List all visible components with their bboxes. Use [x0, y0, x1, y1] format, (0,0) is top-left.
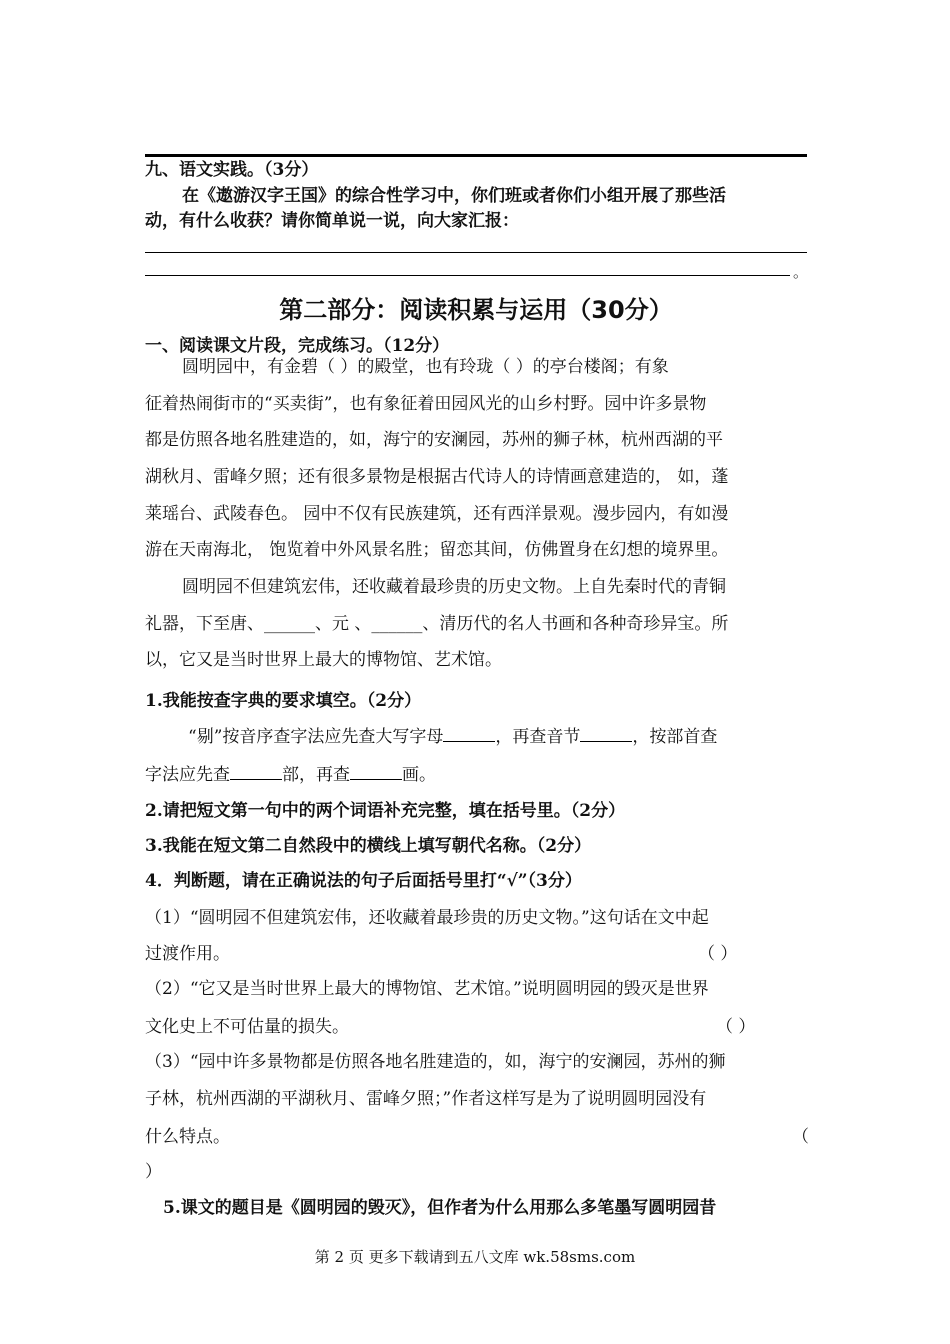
page-footer: 第 2 页 更多下载请到五八文库 wk.58sms.com: [314, 1248, 636, 1266]
question-3: 3.我能在短文第二自然段中的横线上填写朝代名称。（2分）: [145, 836, 592, 856]
question-1-heading: 1.我能按查字典的要求填空。（2分）: [145, 691, 422, 711]
question-5: 5.课文的题目是《圆明园的毁灭》，但作者为什么用那么多笔墨写圆明园昔: [163, 1198, 717, 1218]
question-2: 2.请把短文第一句中的两个词语补充完整，填在括号里。（2分）: [145, 801, 626, 821]
syllable-blank[interactable]: [580, 723, 632, 742]
judgement-1-line2: 过渡作用。: [145, 944, 230, 964]
section9-prompt-line2: 动，有什么收获？请你简单说一说，向大家汇报：: [145, 211, 519, 231]
part2-title: 第二部分：阅读积累与运用（30分）: [279, 296, 673, 324]
judgement-3-line1: （3）“园中许多景物都是仿照各地名胜建造的，如，海宁的安澜园，苏州的狮: [145, 1052, 726, 1072]
judgement-2-answer-paren[interactable]: （ ）: [716, 1017, 756, 1037]
q1-text-e: 部，再查: [282, 765, 350, 785]
section9-heading: 九、语文实践。（3分）: [145, 160, 319, 180]
passage-line: 圆明园中，有金碧（ ）的殿堂，也有玲珑（ ）的亭台楼阁；有象: [182, 357, 669, 377]
judgement-3-paren-close[interactable]: ）: [145, 1162, 162, 1182]
answer-end-mark: 。: [793, 263, 809, 281]
answer-line-2: [145, 275, 790, 276]
passage-line: 游在天南海北， 饱览着中外风景名胜；留恋其间，仿佛置身在幻想的境界里。: [145, 540, 729, 561]
passage-line: 莱瑶台、武陵春色。 园中不仅有民族建筑，还有西洋景观。漫步园内，有如漫: [145, 503, 729, 524]
judgement-3-paren-open[interactable]: （: [792, 1127, 809, 1147]
answer-line-1: [145, 252, 807, 253]
judgement-1-line1: （1）“圆明园不但建筑宏伟，还收藏着最珍贵的历史文物。”这句话在文中起: [145, 908, 709, 928]
passage-line: 礼器，下至唐、______、元 、______、清历代的名人书画和各种奇珍异宝。所: [145, 613, 729, 634]
passage-line: 圆明园不但建筑宏伟，还收藏着最珍贵的历史文物。上自先秦时代的青铜: [182, 577, 726, 597]
judgement-3-line3: 什么特点。: [145, 1127, 230, 1147]
passage-line: 以，它又是当时世界上最大的博物馆、艺术馆。: [145, 650, 502, 671]
judgement-2-line2: 文化史上不可估量的损失。: [145, 1017, 349, 1037]
passage-paragraph-2: [145, 569, 807, 679]
question-4: 4．判断题，请在正确说法的句子后面括号里打“√”（3分）: [145, 871, 582, 891]
radical-blank[interactable]: [230, 761, 282, 780]
q1-text-b: ，再查音节: [495, 727, 581, 747]
section9-prompt-line1: 在《遨游汉字王国》的综合性学习中，你们班或者你们小组开展了那些活: [182, 186, 726, 206]
judgement-1-answer-paren[interactable]: （ ）: [698, 944, 738, 964]
passage-line: 都是仿照各地名胜建造的，如，海宁的安澜园，苏州的狮子林，杭州西湖的平: [145, 430, 723, 451]
passage-line: 征着热闹街市的“买卖街”，也有象征着田园风光的山乡村野。园中许多景物: [145, 393, 707, 414]
reading-heading: 一、阅读课文片段，完成练习。（12分）: [145, 336, 450, 356]
passage-paragraph-1: [145, 349, 807, 569]
top-rule: [145, 154, 807, 157]
question-1-line1: [188, 722, 717, 747]
q1-text-c: ，按部首查: [632, 727, 718, 747]
letter-blank[interactable]: [443, 723, 495, 742]
stroke-count-blank[interactable]: [350, 761, 402, 780]
question-1-line2: [145, 760, 436, 785]
judgement-2-line1: （2）“它又是当时世界上最大的博物馆、艺术馆。”说明圆明园的毁灭是世界: [145, 979, 709, 999]
q1-text-f: 画。: [402, 765, 436, 785]
q1-text-d: 字法应先查: [145, 765, 230, 785]
judgement-3-line2: 子林，杭州西湖的平湖秋月、雷峰夕照；”作者这样写是为了说明圆明园没有: [145, 1089, 707, 1109]
q1-text-a: “剔”按音序查字法应先查大写字母: [188, 727, 444, 747]
passage-line: 湖秋月、雷峰夕照；还有很多景物是根据古代诗人的诗情画意建造的， 如，蓬: [145, 467, 729, 488]
